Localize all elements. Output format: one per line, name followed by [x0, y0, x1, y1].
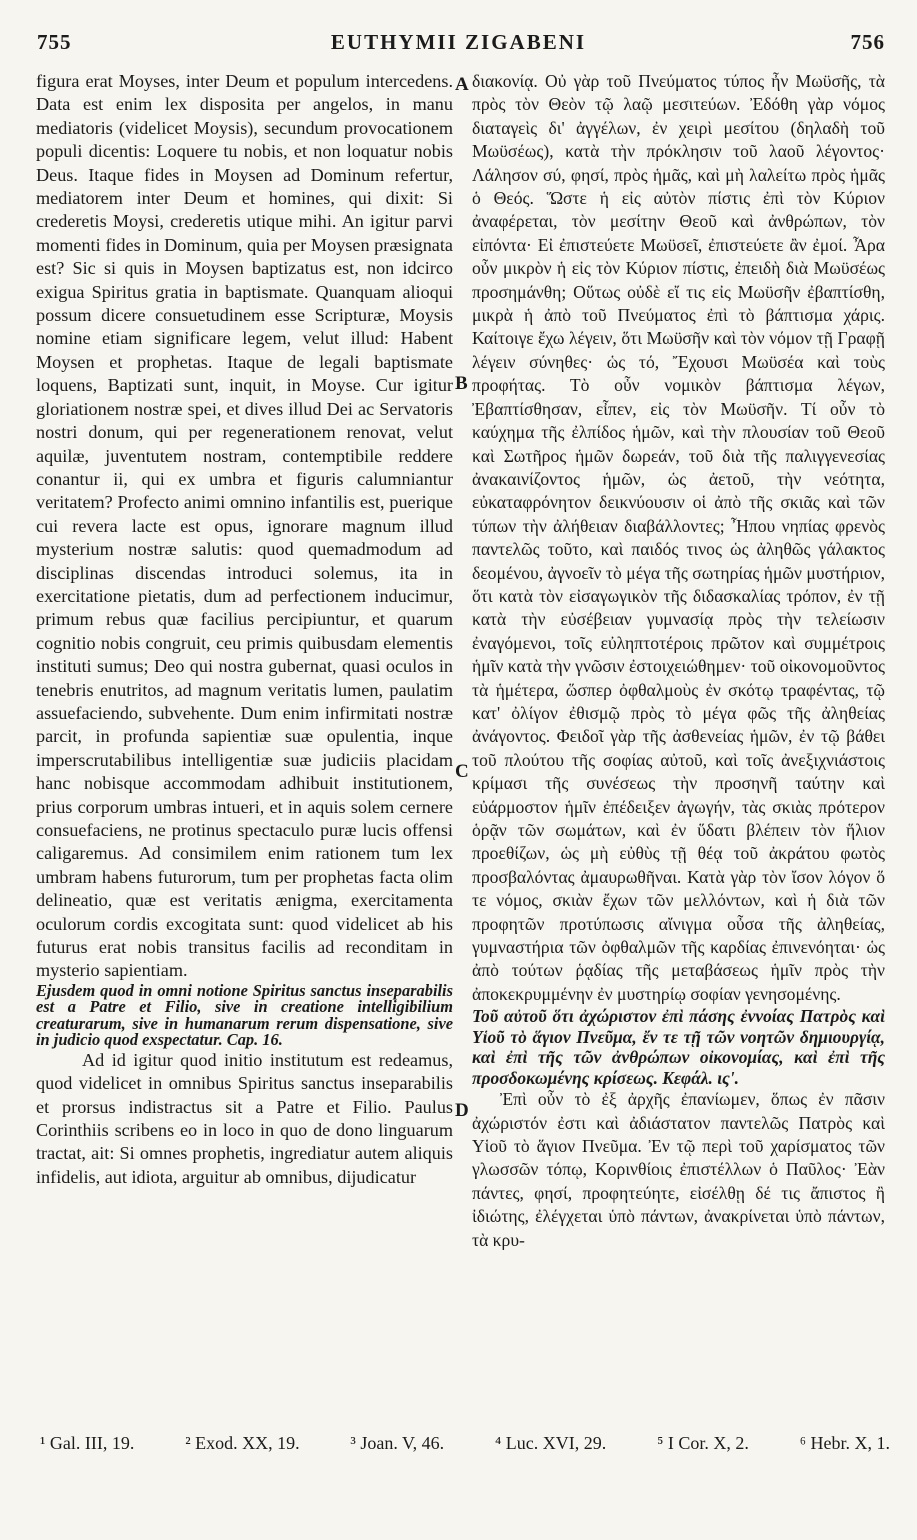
footnotes [40, 1433, 890, 1454]
latin-paragraph-1: figura erat Moyses, inter Deum et populum intercedens. Data est enim lex disposita per angelos, in manu mediatoris (videlicet Moysis), secundum provocationem populi dicentis: Loquere tu nobis, et non loquatur nobis Deus. Itaque fides in Moysen ad Dominum refertur, mediatorem inter Deum et homines, qui dixit: Si crederetis Moysi, crederetis utique mihi. An igitur parvi momenti fides in Dominum, quia per Moysen præsignata est? Sic si quis in Moysen baptizatus est, non idcirco exigua Spiritus gratia in baptismate. Quanquam alioqui possum dicere consuetudinem esse Scripturæ, Moysis nomine etiam significare legem, velut illud: Habent Moysen et prophetas. Itaque de legali baptismate loquens, Baptizati sunt, inquit, in Moyse. Cur igitur gloriationem nostræ spei, et dives illud Dei ac Servatoris nostri donum, qui per regenerationem renovat, velut aquilæ, juventutem nostram, contemptibile reddere conantur ii, qui ex umbra et figuris calumniantur veritatem? Profecto animi omnino infantilis est, puerique cui revera lacte est opus, ignorare magnum illud mysterium nostræ salutis: quod quemadmodum ad disciplinas discendas introduci solemus, ita in exercitatione pietatis, dum ad perfectionem inducimur, primum rebus quæ facilius percipiuntur, et quarum cognitio nobis congruit, ceu primis quibusdam elementis instituti sumus; Deo qui nostra gubernat, quasi oculos in tenebris enutritos, ad magnum veritatis lumen, paulatim assuefaciendo, subvehente. Dum enim infirmitati nostræ parcit, in profunda sapientiæ suæ opulentia, inque imperscrutabilibus intelligentiæ suæ judiciis placidam hanc nobisque accommodam adhibuit institutionem, prius corporum umbras intueri, et in aquis solem cernere consuefaciens, ne protinus spectaculo puræ lucis offensi caligaremus. Ad consimilem enim rationem tum lex umbram habens futurorum, tum per prophetas facta olim delineatio, quæ est veritatis ænigma, exercitamenta oculorum cordis excogitata sunt: quod videlicet ab his futurus erat nobis transitus facilis ad reconditam in mysterio sapientiam. [36, 71, 453, 981]
greek-column [472, 70, 885, 1252]
footnote-3: ³ Joan. V, 46. [350, 1433, 445, 1453]
margin-letter-c: C [455, 761, 469, 782]
latin-paragraph-2: Ad id igitur quod initio institutum est redeamus, quod videlicet in omnibus Spiritus sanctus inseparabilis et prorsus indistractus sit a Patre et Filio. Paulus Corinthiis scribens eo in loco in quo de dono linguarum tractat, ait: Si omnes prophetis, ingrediatur autem aliquis infidelis, aut idiota, arguitur ab omnibus, dijudicatur [36, 1049, 453, 1187]
greek-paragraph-1: διακονίᾳ. Οὐ γὰρ τοῦ Πνεύματος τύπος ἦν Μωϋσῆς, τὰ πρὸς τὸν Θεὸν τῷ λαῷ μεσιτεύων. Ἐδόθη γὰρ νόμος διαταγεὶς δι' ἀγγέλων, ἐν χειρὶ μεσίτου (δηλαδὴ τοῦ Μωϋσέως), κατὰ τὴν πρόκλησιν τοῦ λαοῦ λέγοντος· Λάλησον σύ, φησί, πρὸς ἡμᾶς, καὶ μὴ λαλείτω πρὸς ἡμᾶς ὁ Θεός. Ὥστε ἡ εἰς αὐτὸν πίστις ἐπὶ τὸν Κύριον ἀναφέρεται, τὸν μεσίτην Θεοῦ καὶ ἀνθρώπων, τὸν εἰπόντα· Εἰ ἐπιστεύετε Μωϋσεῖ, ἐπιστεύετε ἂν ἐμοί. Ἆρα οὖν μικρὸν ἡ εἰς τὸν Κύριον πίστις, ἐπειδὴ διὰ Μωϋσέως προσημάνθη; Οὕτως οὐδὲ εἴ τις εἰς Μωϋσῆν ἐβαπτίσθη, μικρὰ ἡ ἀπὸ τοῦ Πνεύματος ἐπὶ τὸ βάπτισμα χάρις. Καίτοιγε ἔχω λέγειν, ὅτι Μωϋσῆν καὶ τὸν νόμον τῇ Γραφῇ λέγειν σύνηθες· ὡς τό, Ἔχουσι Μωϋσέα καὶ τοὺς προφήτας. Τὸ οὖν νομικὸν βάπτισμα λέγων, Ἐβαπτίσθησαν, εἶπεν, εἰς τὸν Μωϋσῆν. Τί οὖν τὸ καύχημα τῆς ἐλπίδος ἡμῶν, καὶ τὴν πλουσίαν τοῦ Θεοῦ καὶ Σωτῆρος ἡμῶν δωρεάν, τοῦ διὰ τῆς παλιγγενεσίας ἀνακαινίζοντος ἡμῶν, ὡς ἀετοῦ, τὴν νεότητα, εὐκαταφρόνητον δεικνύουσιν οἱ ἀπὸ τῆς σκιᾶς καὶ τῶν τύπων τὴν ἀλήθειαν διαβάλλοντες; Ἦπου νηπίας φρενὸς παντελῶς τοῦτο, καὶ παιδός τινος ὡς ἀληθῶς γάλακτος δεομένου, ἀγνοεῖν τὸ μέγα τῆς σωτηρίας ἡμῶν μυστήριον, ὅτι κατὰ τὸν εἰσαγωγικὸν τῆς διδασκαλίας τρόπον, ἐν τῇ κατὰ τὴν εὐσέβειαν γυμνασίᾳ πρὸς τὴν τελείωσιν ἐναγόμενοι, τοῖς εὐληπτοτέροις πρῶτον καὶ συμμέτροις ἡμῖν κατὰ τὴν γνῶσιν ἐστοιχειώθημεν· τοῦ οἰκονομοῦντος τὰ ἡμέτερα, ὥσπερ ὀφθαλμοὺς ἐν σκότῳ τραφέντας, τῷ κατ' ὀλίγον ἐθισμῷ πρὸς τὸ μέγα φῶς τῆς ἀληθείας ἀνάγοντος. Φειδοῖ γὰρ τῆς ἀσθενείας ἡμῶν, ἐν τῷ βάθει τοῦ πλούτου τῆς σοφίας αὐτοῦ, καὶ τοῖς ἀνεξιχνιάστοις κρίμασι τῆς συνέσεως τὴν προσηνῆ ταύτην καὶ εὐάρμοστον ἡμῖν ἐπέδειξεν ἀγωγήν, τὰς σκιὰς πρότερον ὁρᾷν τῶν σωμάτων, καὶ ἐν ὕδατι βλέπειν τὸν ἥλιον προεθίζων, ὡς μὴ εὐθὺς τῇ θέᾳ τοῦ ἀκράτου φωτὸς προσβαλόντας ἀμαυρωθῆναι. Κατὰ γὰρ τὸν ἴσον λόγον ὅ τε νόμος, σκιὰν ἔχων τῶν μελλόντων, καὶ ἡ διὰ τῶν προφητῶν προτύπωσις αἴνιγμα οὖσα τῆς ἀληθείας, γυμναστήρια τῶν ὀφθαλμῶν τῆς καρδίας ἐπινενόηται· ὡς ἀπὸ τούτων ῥᾳδίας τῆς μεταβάσεως ἡμῖν πρὸς τὴν ἀποκεκρυμμένην ἐν μυστηρίῳ σοφίαν γενησομένης. [472, 71, 885, 1004]
footnote-5: ⁵ I Cor. X, 2. [657, 1433, 749, 1453]
latin-chapter-heading: Ejusdem quod in omni notione Spiritus sanctus inseparabilis est a Patre et Filio, sive in creatione intelligibilium creaturarum, sive in humanarum rerum dispensatione, sive in judicio quod exspectatur. Cap. 16. [36, 980, 453, 1050]
margin-letter-a: A [455, 74, 469, 95]
latin-column [36, 70, 453, 1189]
margin-letter-b: B [455, 373, 468, 394]
greek-chapter-heading: Τοῦ αὐτοῦ ὅτι ἀχώριστον ἐπὶ πάσης ἐννοίας Πατρὸς καὶ Υἱοῦ τὸ ἅγιον Πνεῦμα, ἔν τε τῇ τῶν νοητῶν δημιουργίᾳ, καὶ ἐπὶ τῆς τῶν ἀνθρώπων οἰκονομίας, καὶ ἐπὶ τῆς προσδοκωμένης κρίσεως. Κεφάλ. ις'. [472, 1006, 885, 1088]
page-number-right: 756 [850, 30, 885, 54]
greek-paragraph-2: Ἐπὶ οὖν τὸ ἐξ ἀρχῆς ἐπανίωμεν, ὅπως ἐν πᾶσιν ἀχώριστόν ἐστι καὶ ἀδιάστατον παντελῶς Πατρὸς καὶ Υἱοῦ τὸ ἅγιον Πνεῦμα. Ἐν τῷ περὶ τοῦ χαρίσματος τῶν γλωσσῶν τόπῳ, Κορινθίοις ἐπιστέλλων ὁ Παῦλος· Ἐὰν πάντες, φησί, προφητεύητε, εἰσέλθῃ δέ τις ἄπιστος ἢ ἰδιώτης, ἐλέγχεται ὑπὸ πάντων, ἀνακρίνεται ὑπὸ πάντων, τὰ κρυ- [472, 1089, 885, 1250]
running-header [0, 30, 917, 60]
running-title: EUTHYMII ZIGABENI [330, 30, 587, 54]
page-number-left: 755 [37, 30, 72, 54]
footnote-1: ¹ Gal. III, 19. [40, 1433, 135, 1453]
footnote-4: ⁴ Luc. XVI, 29. [495, 1433, 607, 1453]
margin-letter-d: D [455, 1100, 469, 1121]
footnote-6: ⁶ Hebr. X, 1. [799, 1433, 890, 1453]
footnote-2: ² Exod. XX, 19. [185, 1433, 300, 1453]
